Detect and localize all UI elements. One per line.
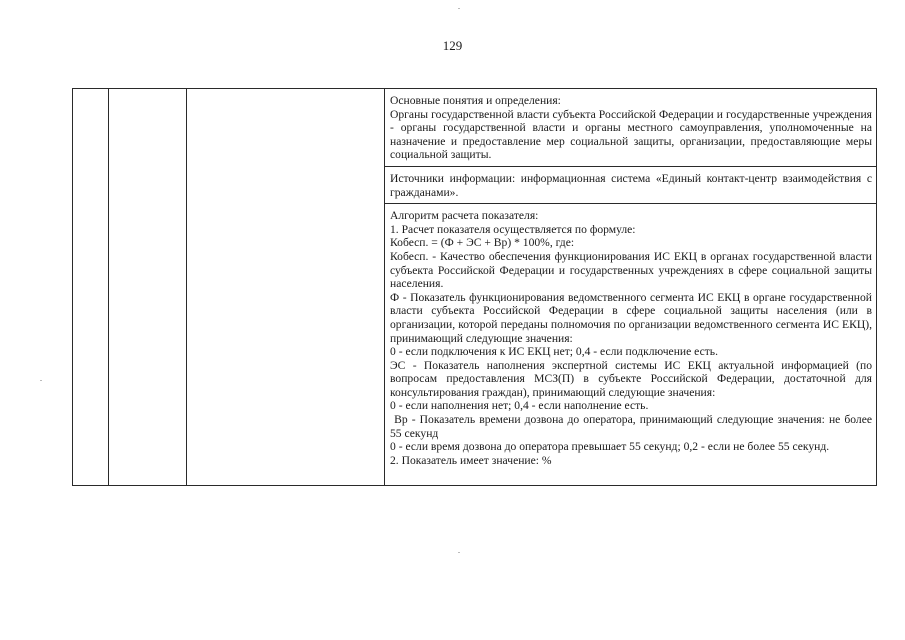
definition-f-values: 0 - если подключения к ИС ЕКЦ нет; 0,4 - если подключение есть. <box>390 345 718 359</box>
sources-text: Источники информации: информационная система «Единый контакт-центр взаимодействия с гражданами». <box>390 171 872 199</box>
definition-vr-values: 0 - если время дозвона до оператора превышает 55 секунд; 0,2 - если не более 55 секунд. <box>390 440 830 454</box>
definitions-heading: Основные понятия и определения: <box>390 94 561 107</box>
algorithm-step1: 1. Расчет показателя осуществляется по формуле: <box>390 222 636 236</box>
empty-cell-2 <box>109 89 187 486</box>
sources-block <box>385 167 876 204</box>
scan-mark-left <box>40 380 42 381</box>
algorithm-step2: 2. Показатель имеет значение: % <box>390 453 552 467</box>
algorithm-block <box>385 204 876 485</box>
definition-es-values: 0 - если наполнения нет; 0,4 - если наполнение есть. <box>390 399 649 413</box>
algorithm-formula: Кобесп. = (Ф + ЭС + Вр) * 100%, где: <box>390 236 575 250</box>
definition-f: Ф - Показатель функционирования ведомственного сегмента ИС ЕКЦ в органе государственной власти субъекта Российской Федерации в сфере социальной защиты населения (или в организации, которой переданы полномочия по организации ведомственного сегмента ИС ЕКЦ), принимающий следующие значения: <box>390 290 872 345</box>
scan-mark-top <box>458 8 460 9</box>
content-cell <box>385 89 877 486</box>
definitions-block <box>385 89 876 167</box>
scan-mark-bottom <box>458 552 460 553</box>
algorithm-heading: Алгоритм расчета показателя: <box>390 209 539 223</box>
definition-kobesp: Кобесп. - Качество обеспечения функционирования ИС ЕКЦ в органах государственной власти субъекта Российской Федерации и государственных учреждениях в сфере социальной защиты населения. <box>390 249 872 291</box>
empty-cell-3 <box>187 89 385 486</box>
definition-vr: Вр - Показатель времени дозвона до оператора, принимающий следующие значения: не более 55 секунд <box>390 413 875 440</box>
page-number: 129 <box>442 38 463 53</box>
empty-cell-1 <box>73 89 109 486</box>
indicator-table <box>72 88 877 486</box>
definition-es: ЭС - Показатель наполнения экспертной системы ИС ЕКЦ актуальной информацией (по вопросам предоставления МСЗ(П) в субъекте Российской Федерации, достаточной для консультирования граждан), принимающий следующие значения: <box>390 358 872 399</box>
table-row <box>73 89 877 486</box>
definitions-text: Органы государственной власти субъекта Российской Федерации и государственные учреждения - органы государственной власти и органы местного самоуправления, уполномоченные на назначение и предоставление мер социальной защиты, организации, предоставляющие меры социальной защиты. <box>390 107 872 162</box>
